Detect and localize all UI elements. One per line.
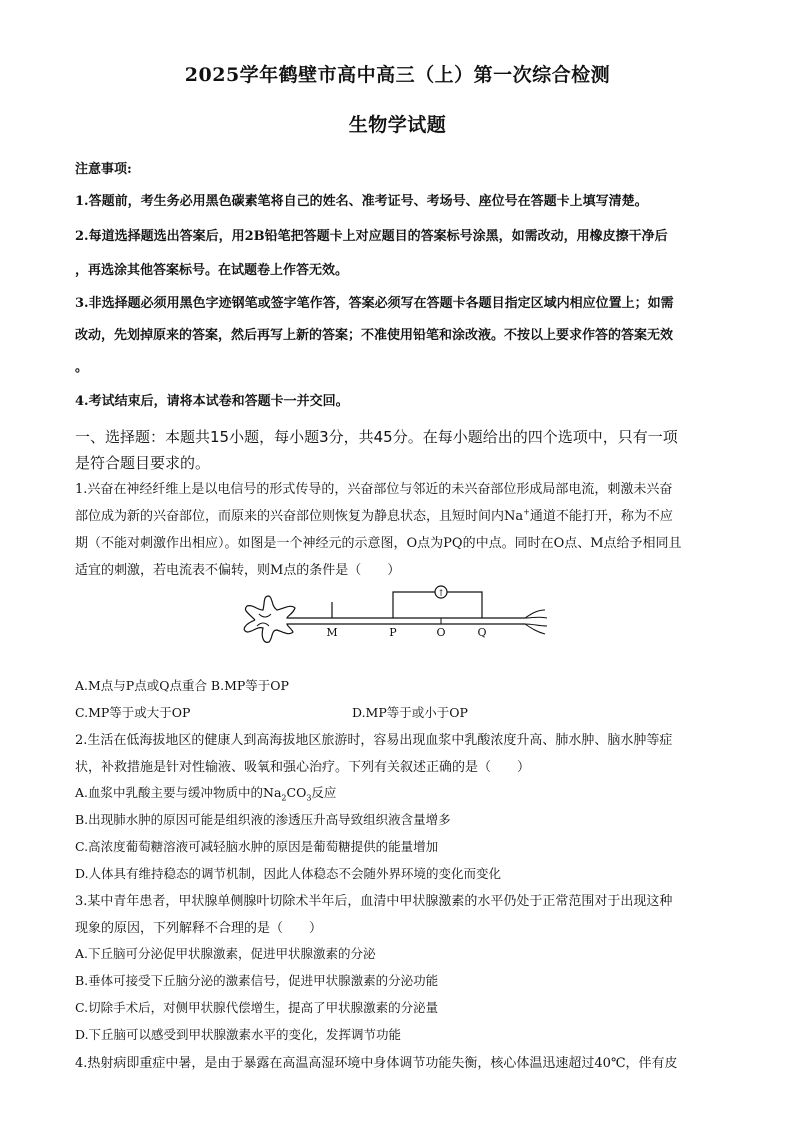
question-2-text: 2.生活在低海拔地区的健康人到高海拔地区旅游时，容易出现血浆中乳酸浓度升高、肺水肿、脑水肿等症 <box>75 733 673 748</box>
question-3-text: 现象的原因，下列解释不合理的是（ ） <box>75 921 323 936</box>
question-1-text: 适宜的刺激，若电流表不偏转，则M点的条件是（ ） <box>75 563 401 578</box>
notice-heading: 注意事项: <box>75 162 132 177</box>
notice-line: 3.非选择题必须用黑色字迹钢笔或签字笔作答，答案必须写在答题卡各题目指定区域内相应位置上；如需 <box>75 296 674 311</box>
question-1-option-d: D.MP等于或小于OP <box>352 705 468 720</box>
question-3-option-c: C.切除手术后，对侧甲状腺代偿增生，提高了甲状腺激素的分泌量 <box>75 1000 439 1015</box>
question-3-option-a: A.下丘脑可分泌促甲状腺激素，促进甲状腺激素的分泌 <box>75 946 376 961</box>
question-3-option-d: D.下丘脑可以感受到甲状腺激素水平的变化，发挥调节功能 <box>75 1027 402 1042</box>
label-p: P <box>389 626 397 639</box>
notice-line: 。 <box>75 360 89 375</box>
meter-wire-right <box>447 592 482 618</box>
question-1-option-ab: A.M点与P点或Q点重合 B.MP等于OP <box>75 678 289 693</box>
question-3-option-b: B.垂体可接受下丘脑分泌的激素信号，促进甲状腺激素的分泌功能 <box>75 973 439 988</box>
neuron-diagram <box>235 580 555 670</box>
ammeter-needle: ↑ <box>437 589 445 599</box>
notice-line: 改动，先划掉原来的答案，然后再写上新的答案；不准使用铅笔和涂改液。不按以上要求作答的答案无效 <box>75 328 674 343</box>
section-heading-cont: 是符合题目要求的。 <box>75 454 211 472</box>
notice-line: 4.考试结束后，请将本试卷和答题卡一并交回。 <box>75 394 349 409</box>
notice-line: ，再选涂其他答案标号。在试题卷上作答无效。 <box>75 263 349 278</box>
question-1-option-c: C.MP等于或大于OP <box>75 705 191 720</box>
question-2-option-a: A.血浆中乳酸主要与缓冲物质中的$Na_2CO_3$反应 <box>75 785 337 803</box>
exam-title: 2025学年鹤壁市高中高三（上）第一次综合检测 <box>184 64 611 86</box>
notice-line: 2.每道选择题选出答案后，用2B铅笔把答题卡上对应题目的答案标号涂黑，如需改动，用橡皮擦干净后 <box>75 229 668 244</box>
exam-subject: 生物学试题 <box>348 114 447 136</box>
question-1-text: 1.兴奋在神经纤维上是以电信号的形式传导的，兴奋部位与邻近的未兴奋部位形成局部电流，刺激未兴奋 <box>75 482 673 497</box>
question-1-text: 部位成为新的兴奋部位，而原来的兴奋部位则恢复为静息状态，且短时间内Na+通道不能打开，称为不应 <box>75 507 673 524</box>
label-m: M <box>326 626 338 639</box>
question-1-text: 期（不能对刺激作出相应）。如图是一个神经元的示意图，O点为PQ的中点。同时在O点、M点给予相同且 <box>75 536 682 551</box>
axon-terminal-icon <box>525 610 547 634</box>
question-2-text: 状，补救措施是针对性输液、吸氧和强心治疗。下列有关叙述正确的是（ ） <box>75 760 531 775</box>
meter-wire-left <box>393 592 435 618</box>
question-2-option-d: D.人体具有维持稳态的调节机制，因此人体稳态不会随外界环境的变化而变化 <box>75 866 502 881</box>
label-q: Q <box>477 626 487 639</box>
label-o: O <box>436 626 446 639</box>
question-4-text: 4.热射病即重症中暑，是由于暴露在高温高湿环境中身体调节功能失衡，核心体温迅速超过40℃，伴有皮 <box>75 1056 678 1071</box>
notice-line: 1.答题前，考生务必用黑色碳素笔将自己的姓名、准考证号、考场号、座位号在答题卡上填写清楚。 <box>75 194 648 209</box>
question-3-text: 3.某中青年患者，甲状腺单侧腺叶切除术半年后，血清中甲状腺激素的水平仍处于正常范围对于出现这种 <box>75 894 673 909</box>
section-heading: 一、选择题：本题共15小题，每小题3分，共45分。在每小题给出的四个选项中，只有一项 <box>75 428 678 446</box>
question-2-option-b: B.出现肺水肿的原因可能是组织液的渗透压升高导致组织液含量增多 <box>75 812 451 827</box>
question-2-option-c: C.高浓度葡萄糖溶液可减轻脑水肿的原因是葡萄糖提供的能量增加 <box>75 839 439 854</box>
